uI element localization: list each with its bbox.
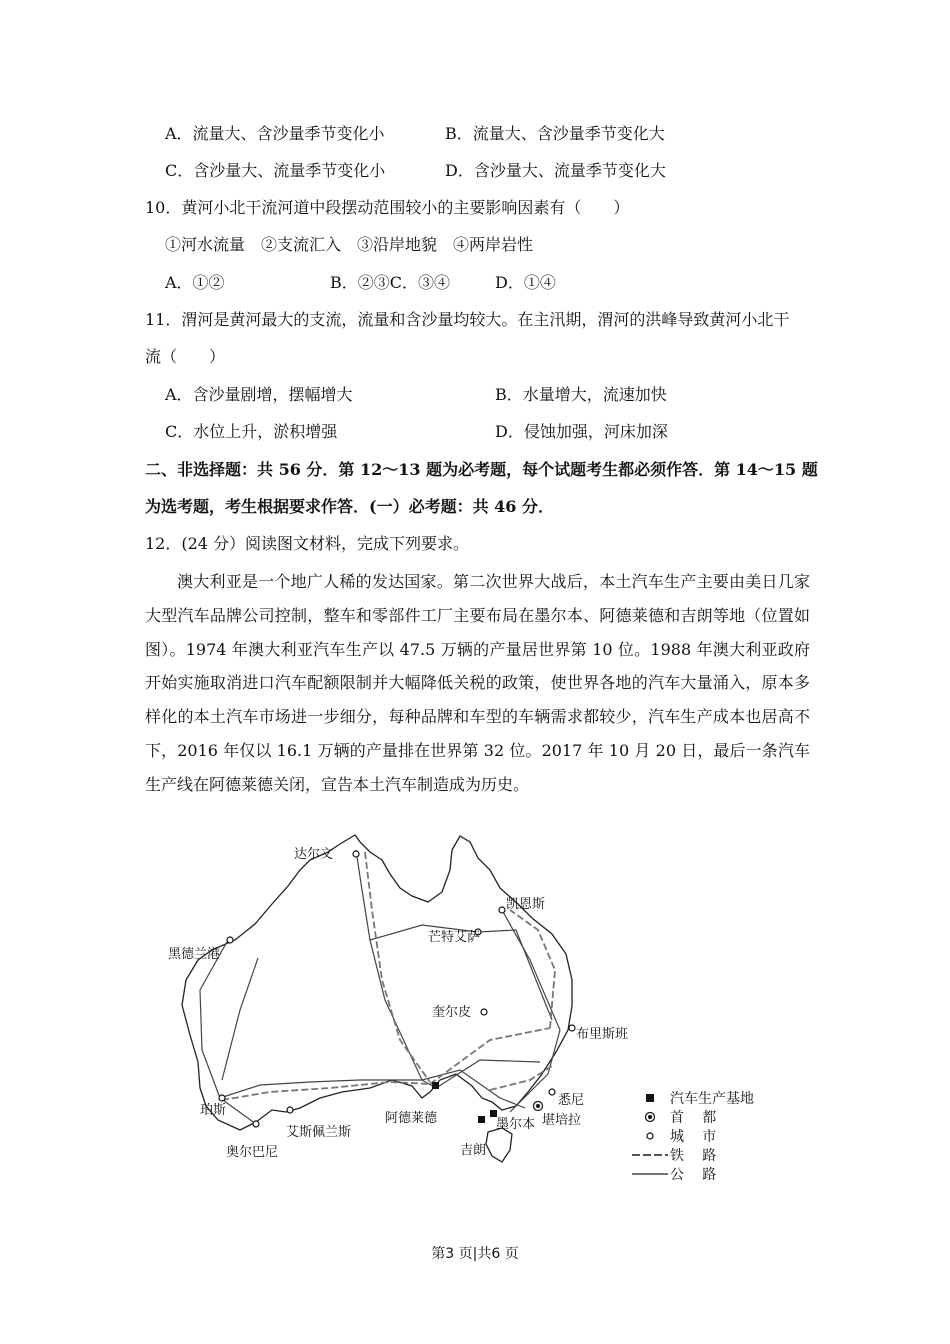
darwin-marker <box>353 851 359 857</box>
q10-option-d: D．①④ <box>495 273 556 292</box>
q11-option-d: D．侵蚀加强，河床加深 <box>495 422 668 441</box>
legend-base-label: 汽车生产基地 <box>670 1090 754 1107</box>
capital-icon <box>630 1111 670 1123</box>
label-esperance: 艾斯佩兰斯 <box>286 1125 352 1140</box>
section2-heading-line1: 二、非选择题：共 56 分．第 12～13 题为必考题，每个试题考生都必须作答．第 14～15 题 <box>145 460 818 479</box>
q9-option-b: B．流量大、含沙量季节变化大 <box>445 124 665 143</box>
label-perth: 珀斯 <box>200 1103 227 1118</box>
road-adelaide-sydney <box>436 1060 540 1088</box>
australia-outline <box>182 835 572 1130</box>
label-melbourne: 墨尔本 <box>496 1117 536 1132</box>
legend-road-label: 公 路 <box>670 1166 719 1183</box>
canberra-capital-marker <box>534 1102 543 1111</box>
q12-paragraph: 澳大利亚是一个地广人稀的发达国家。第二次世界大战后，本土汽车生产主要由美日几家大型汽车品牌公司控制，整车和零部件工厂主要布局在墨尔本、阿德莱德和吉朗等地（位置如图）。1974 年澳大利亚汽车生产以 47.5 万辆的产量居世界第 10 位。1988 年澳大利亚政府开始实施取消进口汽车配额限制并大幅降低关税的政策，使世界各地的汽车大量涌入，原本多样化的本土汽车市场进一步细分，每种品牌和车型的车辆需求都较少，汽车生产成本也居高不下，2016 年仅以 16.1 万辆的产量排在世界第 32 位。2017 年 10 月 20 日，最后一条汽车生产线在阿德莱德关闭，宣告本土汽车制造成为历史。 <box>145 572 810 794</box>
q9-option-c: C．含沙量大、流量季节变化小 <box>165 161 386 180</box>
q11-option-c: C．水位上升，淤积增强 <box>165 422 338 441</box>
sydney-marker <box>549 1089 555 1095</box>
brisbane-marker <box>569 1025 575 1031</box>
legend-base-row <box>630 1088 754 1107</box>
label-albany: 奥尔巴尼 <box>226 1145 279 1160</box>
q11-stem-line2: 流（ ） <box>145 347 226 366</box>
alice-marker <box>481 1009 487 1015</box>
label-hedland: 黑德兰港 <box>168 947 221 962</box>
esperance-marker <box>287 1107 293 1113</box>
rail-broken-hill-sydney <box>430 1028 550 1084</box>
production-base-icon <box>630 1093 670 1103</box>
q11-option-b: B．水量增大，流速加快 <box>495 385 667 404</box>
roads <box>200 850 560 1124</box>
legend-rail-label: 铁 路 <box>670 1147 719 1164</box>
map-legend <box>630 1088 754 1183</box>
label-alice: 奎尔皮 <box>432 1005 472 1020</box>
q9-option-a: A．流量大、含沙量季节变化小 <box>165 124 385 143</box>
q11-stem-line1: 11．渭河是黄河最大的支流，流量和含沙量均较大。在主汛期，渭河的洪峰导致黄河小北干 <box>145 310 790 329</box>
legend-rail-row <box>630 1145 754 1164</box>
label-geelong: 吉朗 <box>460 1143 487 1158</box>
legend-city-label: 城 市 <box>670 1128 719 1145</box>
road-darwin-adelaide <box>356 850 436 1088</box>
q10-stem: 10．黄河小北干流河道中段摆动范围较小的主要影响因素有（ ） <box>145 198 630 217</box>
legend-city-row <box>630 1126 754 1145</box>
q10-option-bc: B．②③C．③④ <box>330 273 451 292</box>
label-cairns: 凯恩斯 <box>506 897 546 912</box>
page-footer: 第3 页|共6 页 <box>431 1246 519 1262</box>
albany-marker <box>253 1121 259 1127</box>
label-canberra: 堪培拉 <box>542 1113 582 1128</box>
q11-option-a: A．含沙量剧增，摆幅增大 <box>165 385 353 404</box>
legend-road-row <box>630 1164 754 1183</box>
car-production-bases <box>432 1082 497 1123</box>
city-markers <box>219 851 575 1127</box>
road-inland-west <box>222 958 258 1080</box>
q10-option-a: A．①② <box>165 273 225 292</box>
tasmania-outline <box>486 1128 512 1162</box>
adelaide-base-marker <box>432 1082 439 1089</box>
city-icon <box>630 1131 670 1141</box>
label-sydney: 悉尼 <box>558 1093 585 1108</box>
q10-items: ①河水流量 ②支流汇入 ③沿岸地貌 ④两岸岩性 <box>165 235 534 254</box>
rail-melbourne-sydney <box>490 1066 552 1090</box>
australia-map <box>160 830 629 1175</box>
hedland-marker <box>227 937 233 943</box>
q12-stem: 12．(24 分）阅读图文材料，完成下列要求。 <box>145 534 470 553</box>
label-mountisa: 芒特艾萨 <box>428 930 481 945</box>
melbourne-base-marker <box>490 1110 497 1117</box>
section2-heading-line2: 为选考题，考生根据要求作答．(一）必考题：共 46 分． <box>145 497 554 516</box>
legend-capital-row <box>630 1107 754 1126</box>
perth-marker <box>219 1095 225 1101</box>
label-brisbane: 布里斯班 <box>576 1027 629 1042</box>
cairns-marker <box>499 907 505 913</box>
q9-option-d: D．含沙量大、流量季节变化大 <box>445 161 666 180</box>
road-east-coast <box>502 910 560 1112</box>
road-icon <box>630 1171 670 1177</box>
geelong-base-marker <box>478 1116 485 1123</box>
label-adelaide: 阿德莱德 <box>385 1111 438 1126</box>
label-darwin: 达尔文 <box>294 847 334 862</box>
railways <box>222 852 555 1100</box>
railway-icon <box>630 1152 670 1158</box>
rail-indian-pacific <box>222 1082 430 1100</box>
rail-darwin-adelaide <box>365 852 430 1082</box>
legend-capital-label: 首 都 <box>670 1109 719 1126</box>
